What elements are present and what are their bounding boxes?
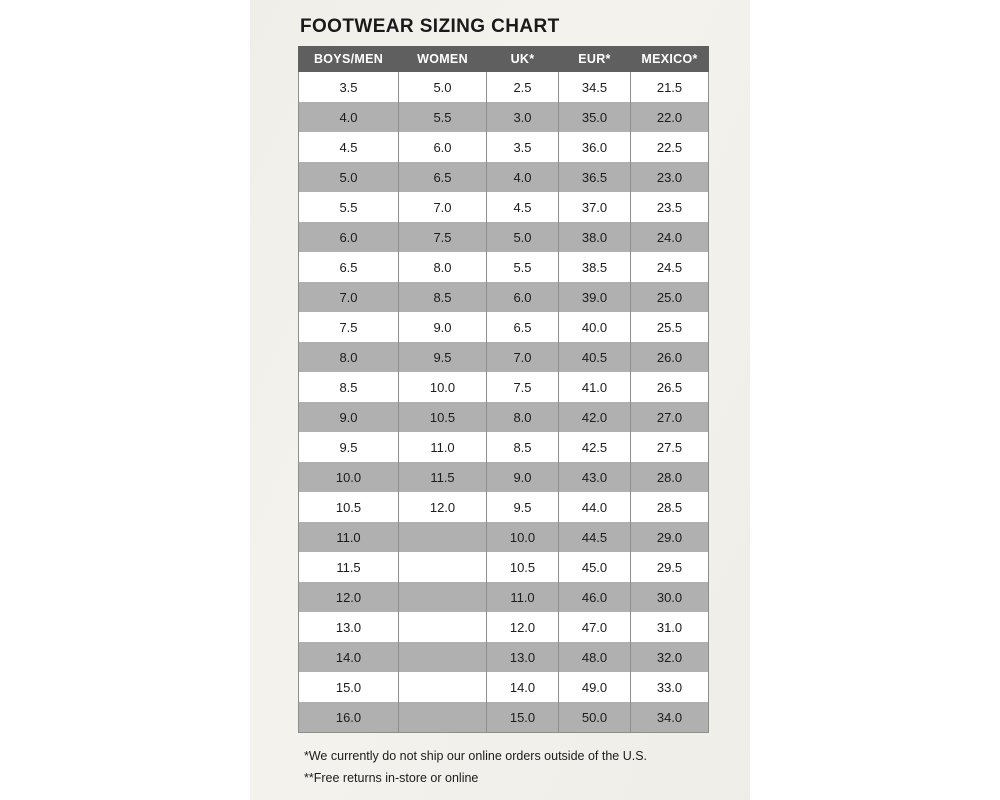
cell-uk: 13.0 xyxy=(487,642,559,672)
sizing-chart-card xyxy=(250,0,750,800)
cell-mexico: 26.5 xyxy=(631,372,709,402)
cell-uk: 6.0 xyxy=(487,282,559,312)
table-row xyxy=(299,72,709,103)
table-row xyxy=(299,612,709,642)
table-row xyxy=(299,552,709,582)
table-row xyxy=(299,642,709,672)
cell-mexico: 34.0 xyxy=(631,702,709,733)
cell-mexico: 25.5 xyxy=(631,312,709,342)
cell-eur: 39.0 xyxy=(559,282,631,312)
cell-mexico: 22.0 xyxy=(631,102,709,132)
table-row xyxy=(299,162,709,192)
cell-boys-men: 9.0 xyxy=(299,402,399,432)
cell-eur: 40.0 xyxy=(559,312,631,342)
cell-women xyxy=(399,552,487,582)
cell-uk: 4.0 xyxy=(487,162,559,192)
cell-uk: 9.0 xyxy=(487,462,559,492)
cell-women xyxy=(399,702,487,733)
cell-eur: 49.0 xyxy=(559,672,631,702)
cell-mexico: 28.5 xyxy=(631,492,709,522)
cell-uk: 5.5 xyxy=(487,252,559,282)
table-row xyxy=(299,702,709,733)
cell-women: 8.5 xyxy=(399,282,487,312)
cell-boys-men: 11.0 xyxy=(299,522,399,552)
table-row xyxy=(299,132,709,162)
cell-eur: 41.0 xyxy=(559,372,631,402)
cell-women: 11.0 xyxy=(399,432,487,462)
cell-uk: 14.0 xyxy=(487,672,559,702)
cell-mexico: 33.0 xyxy=(631,672,709,702)
cell-boys-men: 8.0 xyxy=(299,342,399,372)
cell-uk: 10.5 xyxy=(487,552,559,582)
cell-mexico: 28.0 xyxy=(631,462,709,492)
cell-eur: 42.5 xyxy=(559,432,631,462)
cell-mexico: 29.5 xyxy=(631,552,709,582)
cell-eur: 35.0 xyxy=(559,102,631,132)
cell-eur: 38.0 xyxy=(559,222,631,252)
table-row xyxy=(299,312,709,342)
cell-boys-men: 7.0 xyxy=(299,282,399,312)
table-row xyxy=(299,102,709,132)
table-row xyxy=(299,582,709,612)
cell-eur: 36.0 xyxy=(559,132,631,162)
table-header xyxy=(299,47,709,72)
cell-eur: 42.0 xyxy=(559,402,631,432)
cell-boys-men: 3.5 xyxy=(299,72,399,103)
cell-uk: 2.5 xyxy=(487,72,559,103)
column-header-mexico: MEXICO* xyxy=(631,47,709,72)
column-header-uk: UK* xyxy=(487,47,559,72)
cell-mexico: 30.0 xyxy=(631,582,709,612)
cell-boys-men: 6.5 xyxy=(299,252,399,282)
cell-women: 9.0 xyxy=(399,312,487,342)
cell-women: 7.5 xyxy=(399,222,487,252)
table-row xyxy=(299,492,709,522)
cell-eur: 34.5 xyxy=(559,72,631,103)
cell-women: 9.5 xyxy=(399,342,487,372)
cell-women: 11.5 xyxy=(399,462,487,492)
table-row xyxy=(299,672,709,702)
table-row xyxy=(299,402,709,432)
cell-uk: 4.5 xyxy=(487,192,559,222)
cell-boys-men: 4.5 xyxy=(299,132,399,162)
cell-women xyxy=(399,672,487,702)
cell-boys-men: 5.5 xyxy=(299,192,399,222)
cell-eur: 43.0 xyxy=(559,462,631,492)
cell-mexico: 26.0 xyxy=(631,342,709,372)
cell-boys-men: 7.5 xyxy=(299,312,399,342)
column-header-women: WOMEN xyxy=(399,47,487,72)
cell-uk: 9.5 xyxy=(487,492,559,522)
cell-mexico: 27.0 xyxy=(631,402,709,432)
cell-mexico: 25.0 xyxy=(631,282,709,312)
cell-eur: 47.0 xyxy=(559,612,631,642)
cell-women: 7.0 xyxy=(399,192,487,222)
cell-uk: 8.0 xyxy=(487,402,559,432)
cell-eur: 45.0 xyxy=(559,552,631,582)
cell-eur: 48.0 xyxy=(559,642,631,672)
table-header-row xyxy=(299,47,709,72)
cell-women: 6.5 xyxy=(399,162,487,192)
cell-eur: 44.5 xyxy=(559,522,631,552)
cell-women: 5.0 xyxy=(399,72,487,103)
cell-mexico: 23.0 xyxy=(631,162,709,192)
cell-mexico: 23.5 xyxy=(631,192,709,222)
cell-mexico: 24.0 xyxy=(631,222,709,252)
cell-boys-men: 6.0 xyxy=(299,222,399,252)
cell-eur: 36.5 xyxy=(559,162,631,192)
cell-boys-men: 15.0 xyxy=(299,672,399,702)
cell-women xyxy=(399,612,487,642)
cell-mexico: 21.5 xyxy=(631,72,709,103)
cell-women xyxy=(399,642,487,672)
cell-uk: 12.0 xyxy=(487,612,559,642)
cell-boys-men: 16.0 xyxy=(299,702,399,733)
cell-women: 5.5 xyxy=(399,102,487,132)
cell-eur: 50.0 xyxy=(559,702,631,733)
cell-mexico: 22.5 xyxy=(631,132,709,162)
cell-boys-men: 10.5 xyxy=(299,492,399,522)
footnote-returns: **Free returns in-store or online xyxy=(304,771,479,785)
cell-eur: 40.5 xyxy=(559,342,631,372)
column-header-boys-men: BOYS/MEN xyxy=(299,47,399,72)
cell-women: 8.0 xyxy=(399,252,487,282)
cell-uk: 6.5 xyxy=(487,312,559,342)
cell-uk: 5.0 xyxy=(487,222,559,252)
table-row xyxy=(299,432,709,462)
table-row xyxy=(299,252,709,282)
column-header-eur: EUR* xyxy=(559,47,631,72)
cell-boys-men: 14.0 xyxy=(299,642,399,672)
cell-boys-men: 8.5 xyxy=(299,372,399,402)
cell-women: 10.0 xyxy=(399,372,487,402)
footnotes xyxy=(304,745,716,789)
table-row xyxy=(299,342,709,372)
cell-mexico: 24.5 xyxy=(631,252,709,282)
cell-boys-men: 9.5 xyxy=(299,432,399,462)
cell-uk: 7.0 xyxy=(487,342,559,372)
cell-mexico: 31.0 xyxy=(631,612,709,642)
cell-eur: 37.0 xyxy=(559,192,631,222)
cell-boys-men: 11.5 xyxy=(299,552,399,582)
cell-uk: 10.0 xyxy=(487,522,559,552)
cell-mexico: 29.0 xyxy=(631,522,709,552)
table-row xyxy=(299,282,709,312)
cell-mexico: 27.5 xyxy=(631,432,709,462)
cell-boys-men: 12.0 xyxy=(299,582,399,612)
footwear-sizing-table xyxy=(298,46,709,733)
cell-mexico: 32.0 xyxy=(631,642,709,672)
cell-uk: 3.0 xyxy=(487,102,559,132)
table-row xyxy=(299,192,709,222)
cell-boys-men: 5.0 xyxy=(299,162,399,192)
cell-eur: 38.5 xyxy=(559,252,631,282)
cell-uk: 3.5 xyxy=(487,132,559,162)
page-title: FOOTWEAR SIZING CHART xyxy=(300,16,560,37)
footnote-shipping: *We currently do not ship our online orders outside of the U.S. xyxy=(304,749,648,763)
cell-boys-men: 13.0 xyxy=(299,612,399,642)
cell-uk: 7.5 xyxy=(487,372,559,402)
cell-women xyxy=(399,582,487,612)
table-body xyxy=(299,72,709,733)
table-row xyxy=(299,372,709,402)
cell-boys-men: 10.0 xyxy=(299,462,399,492)
cell-uk: 8.5 xyxy=(487,432,559,462)
cell-eur: 46.0 xyxy=(559,582,631,612)
cell-women: 12.0 xyxy=(399,492,487,522)
cell-uk: 11.0 xyxy=(487,582,559,612)
table-row xyxy=(299,222,709,252)
cell-uk: 15.0 xyxy=(487,702,559,733)
table-row xyxy=(299,462,709,492)
table-row xyxy=(299,522,709,552)
cell-women: 6.0 xyxy=(399,132,487,162)
cell-women: 10.5 xyxy=(399,402,487,432)
cell-eur: 44.0 xyxy=(559,492,631,522)
card-content xyxy=(298,16,716,789)
cell-boys-men: 4.0 xyxy=(299,102,399,132)
cell-women xyxy=(399,522,487,552)
